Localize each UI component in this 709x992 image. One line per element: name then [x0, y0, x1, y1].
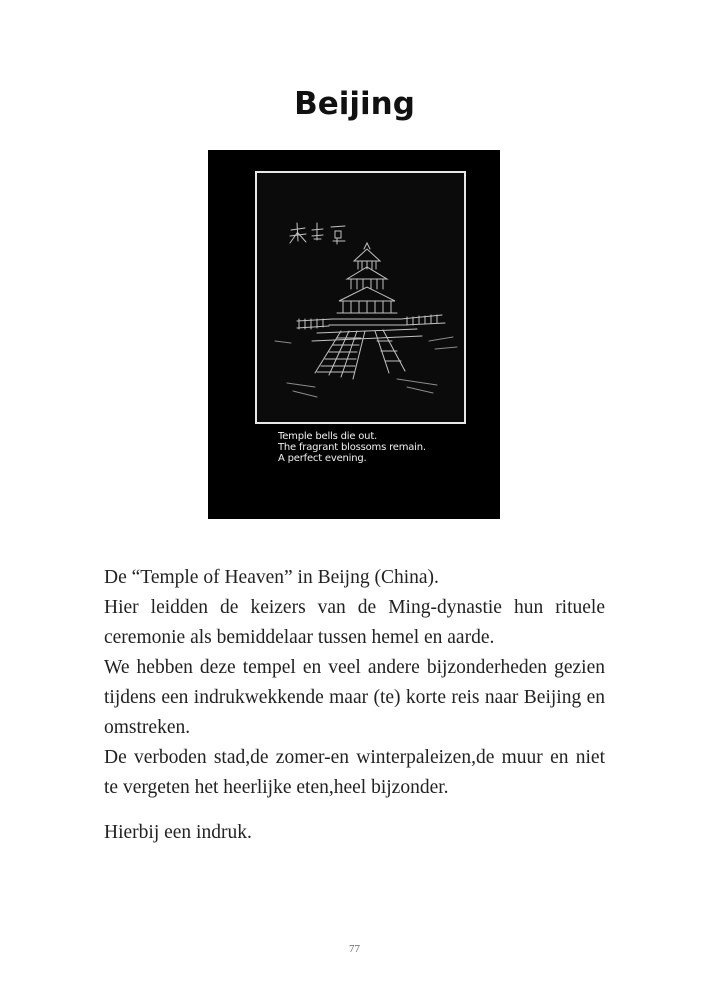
temple-sketch-drawing [257, 173, 464, 422]
paragraph: De verboden stad,de zomer-en winterpaleizen,de muur en niet te vergeten het heerlijke eten,heel bijzonder. [104, 747, 605, 798]
paragraph: De “Temple of Heaven” in Beijng (China). [104, 567, 439, 588]
temple-artwork [208, 150, 500, 519]
page-number: 77 [349, 943, 360, 955]
paragraph: Hier leidden de keizers van de Ming-dynastie hun rituele ceremonie als bemiddelaar tussen hemel en aarde. [104, 597, 605, 648]
haiku-line: The fragrant blossoms remain. [278, 442, 426, 453]
artwork-frame [255, 171, 466, 424]
paragraph: We hebben deze tempel en veel andere bijzonderheden gezien tijdens een indrukwekkende maar (te) korte reis naar Beijing en omstreken. [104, 657, 605, 738]
page-title: Beijing [294, 86, 415, 122]
calligraphy-glyph [290, 223, 345, 244]
paragraph: Hierbij een indruk. [104, 822, 252, 843]
haiku-caption [278, 431, 426, 464]
body-text [104, 563, 605, 848]
haiku-line: A perfect evening. [278, 453, 367, 464]
temple-tiers [329, 243, 405, 325]
ground-strokes [275, 337, 457, 397]
haiku-line: Temple bells die out. [278, 431, 378, 442]
